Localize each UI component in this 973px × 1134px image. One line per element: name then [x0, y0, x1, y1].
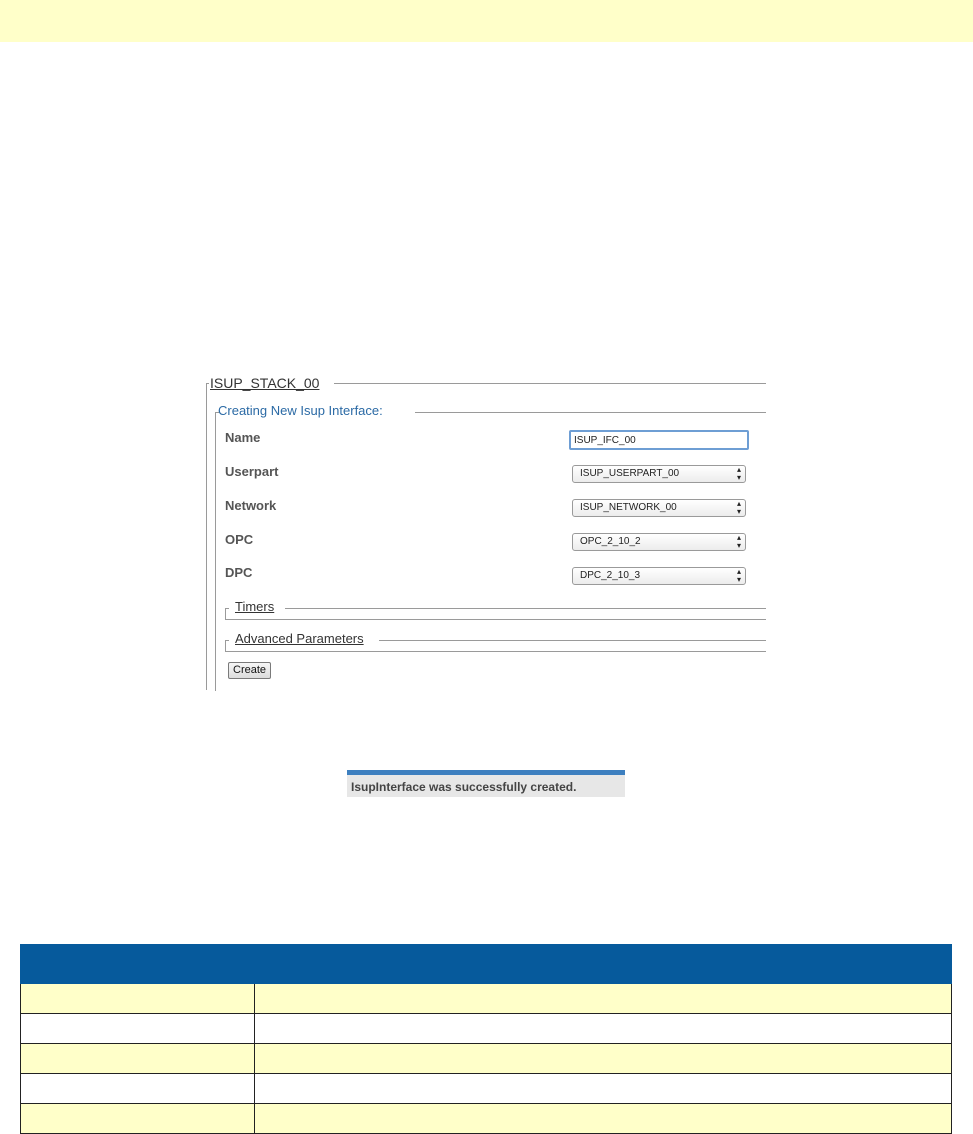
- table-cell: [255, 984, 952, 1014]
- name-label: Name: [225, 430, 261, 445]
- select-arrows-icon: ▴ ▾: [736, 567, 741, 584]
- table-row: [21, 1074, 952, 1104]
- advanced-parameters-fieldset: [225, 631, 766, 651]
- advanced-parameters-toggle-link[interactable]: Advanced Parameters: [235, 631, 364, 646]
- fieldset-border: [334, 383, 766, 384]
- userpart-select[interactable]: [572, 465, 746, 483]
- header-band: [0, 0, 973, 42]
- network-label: Network: [225, 498, 277, 513]
- table-row: [21, 1044, 952, 1074]
- opc-label: OPC: [225, 532, 254, 547]
- table-header-cell: [21, 945, 255, 984]
- table-header-cell: [255, 945, 952, 984]
- table-header-row: [21, 945, 952, 984]
- table-cell: [255, 1014, 952, 1044]
- table-cell: [21, 984, 255, 1014]
- fieldset-border: [285, 608, 766, 609]
- stack-title-link[interactable]: ISUP_STACK_00: [210, 375, 320, 391]
- timers-toggle-link[interactable]: Timers: [235, 599, 275, 614]
- table-cell: [21, 1044, 255, 1074]
- select-arrows-icon: ▴ ▾: [736, 499, 741, 516]
- opc-value: OPC_2_10_2: [580, 536, 641, 547]
- table-cell: [255, 1104, 952, 1134]
- fieldset-border: [206, 383, 207, 690]
- table-cell: [255, 1044, 952, 1074]
- table-row: [21, 1104, 952, 1134]
- fieldset-border: [225, 608, 229, 609]
- timers-fieldset: [225, 599, 766, 619]
- select-arrows-icon: ▴ ▾: [736, 465, 741, 482]
- fieldset-border: [225, 640, 229, 641]
- fieldset-border: [415, 412, 766, 413]
- fieldset-border: [379, 640, 766, 641]
- success-message-text: IsupInterface was successfully created.: [351, 780, 577, 794]
- network-select[interactable]: [572, 499, 746, 517]
- reference-table: [20, 944, 952, 1134]
- isup-stack-panel: [206, 372, 766, 690]
- opc-select[interactable]: [572, 533, 746, 551]
- table-cell: [21, 1104, 255, 1134]
- fieldset-border: [215, 412, 216, 691]
- network-value: ISUP_NETWORK_00: [580, 502, 677, 513]
- form-title: Creating New Isup Interface:: [218, 403, 383, 418]
- success-message-banner: [347, 770, 625, 797]
- fieldset-border: [225, 619, 766, 620]
- select-arrows-icon: ▴ ▾: [736, 533, 741, 550]
- table-row: [21, 984, 952, 1014]
- dpc-value: DPC_2_10_3: [580, 570, 641, 581]
- table-cell: [21, 1014, 255, 1044]
- userpart-label: Userpart: [225, 464, 279, 479]
- userpart-value: ISUP_USERPART_00: [580, 468, 680, 479]
- dpc-select[interactable]: [572, 567, 746, 585]
- name-input[interactable]: [569, 430, 749, 450]
- dpc-label: DPC: [225, 565, 253, 580]
- table-cell: [21, 1074, 255, 1104]
- table-row: [21, 1014, 952, 1044]
- table-cell: [255, 1074, 952, 1104]
- fieldset-border: [225, 651, 766, 652]
- create-button[interactable]: Create: [228, 662, 271, 679]
